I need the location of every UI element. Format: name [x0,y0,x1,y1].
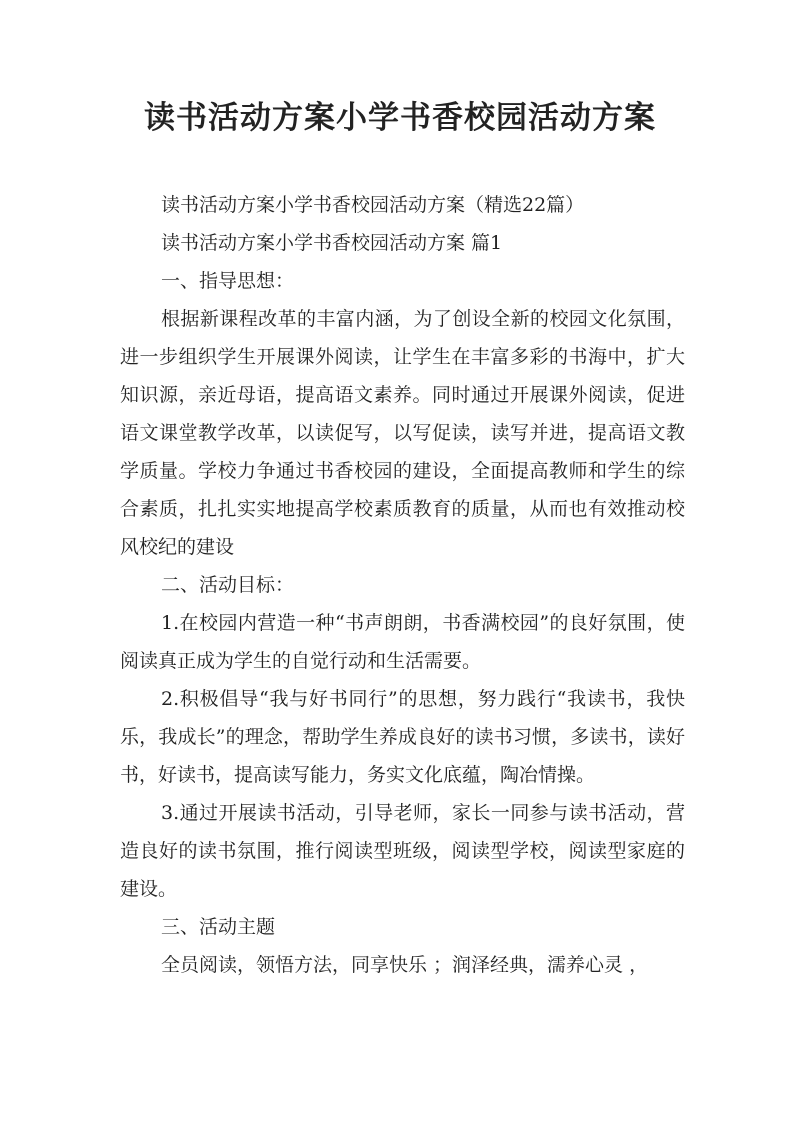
section-heading: 二、活动目标： [161,574,295,596]
document-body [120,186,685,984]
body-paragraph: 根据新课程改革的丰富内涵，为了创设全新的校园文化氛围，进一步组织学生开展课外阅读，让学生在丰富多彩的书海中，扩大知识源，亲近母语，提高语文素养。同时通过开展课外阅读，促进语文课堂教学改革，以读促写，以写促读，读写并进，提高语文教学质量。学校力争通过书香校园的建设，全面提高教师和学生的综合素质，扎扎实实地提高学校素质教育的质量，从而也有效推动校风校纪的建设 [120,308,685,558]
body-paragraph: 3.通过开展读书活动，引导老师，家长一同参与读书活动，营造良好的读书氛围，推行阅读型班级，阅读型学校，阅读型家庭的建设。 [120,802,685,900]
body-paragraph: 1.在校园内营造一种“书声朗朗，书香满校园”的良好氛围，使阅读真正成为学生的自觉行动和生活需要。 [120,612,685,672]
body-paragraph: 2.积极倡导“我与好书同行”的思想，努力践行“我读书，我快乐，我成长”的理念，帮助学生养成良好的读书习惯，多读书，读好书，好读书，提高读写能力，务实文化底蕴，陶冶情操。 [120,688,685,786]
document-title: 读书活动方案小学书香校园活动方案 [144,100,656,136]
subtitle-paragraph: 读书活动方案小学书香校园活动方案（精选22篇） [161,194,585,216]
section-heading: 三、活动主题 [161,916,276,938]
section-heading: 一、指导思想： [161,270,295,292]
section-heading: 读书活动方案小学书香校园活动方案 篇1 [161,232,503,254]
body-paragraph: 全员阅读，领悟方法，同享快乐 ；润泽经典，濡养心灵 ， [161,954,649,976]
